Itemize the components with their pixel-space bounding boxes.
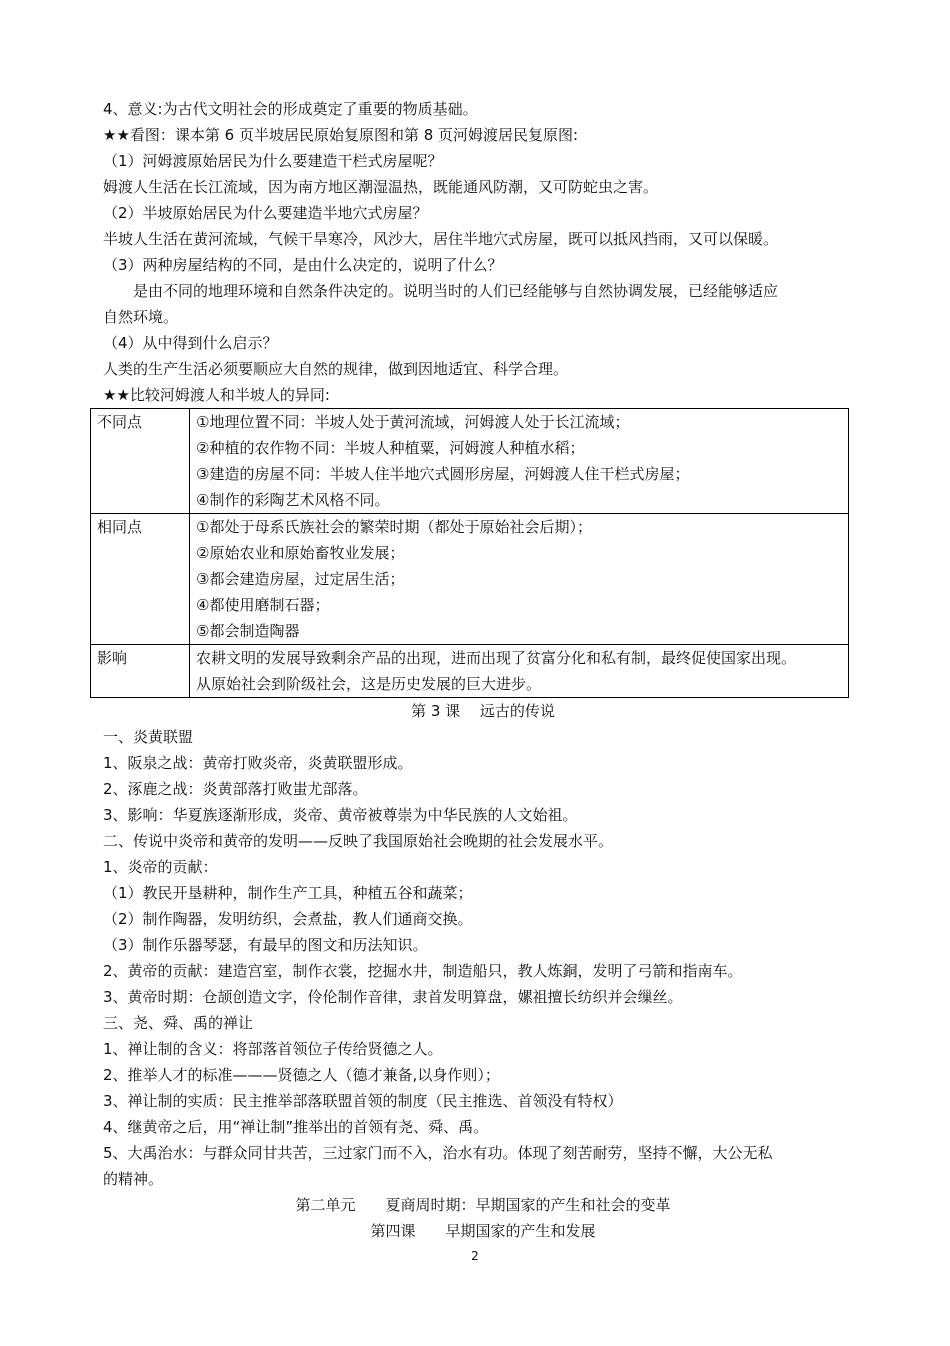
table-row: [91, 409, 849, 514]
text-line: 3、影响：华夏族逐渐形成，炎帝、黄帝被尊崇为中华民族的人文始祖。: [103, 806, 578, 824]
table-row: [91, 514, 849, 645]
text-line: （2）半坡原始居民为什么要建造半地穴式房屋？: [103, 204, 428, 222]
text-line: （1）教民开垦耕种，制作生产工具，种植五谷和蔬菜；: [103, 884, 473, 902]
text-line: 2、推举人才的标准———贤德之人（德才兼备,以身作则）；: [103, 1066, 500, 1084]
row-label: 不同点: [91, 409, 190, 514]
row-label: 相同点: [91, 514, 190, 645]
text-line: 一、炎黄联盟: [103, 728, 194, 746]
text-line: 2、涿鹿之战：炎黄部落打败蚩尤部落。: [103, 780, 368, 798]
list-item: ④制作的彩陶艺术风格不同。: [196, 491, 390, 509]
list-item: ②原始农业和原始畜牧业发展；: [196, 544, 405, 562]
compare-title: ★★比较河姆渡人和半坡人的异同:: [103, 386, 330, 404]
page-number: 2: [471, 1249, 479, 1263]
text-line: 4、意义:为古代文明社会的形成奠定了重要的物质基础。: [103, 100, 478, 118]
text-line: 2、黄帝的贡献：建造宫室，制作衣裳，挖掘水井，制造船只，教人炼銅，发明了弓箭和指南车。: [103, 962, 743, 980]
table-row: [91, 645, 849, 698]
answer-line: 是由不同的地理环境和自然条件决定的。说明当时的人们已经能够与自然协调发展，已经能够适应: [133, 282, 779, 300]
list-item: ②种植的农作物不同：半坡人种植粟，河姆渡人种植水稻；: [196, 439, 585, 457]
text-line: 二、传说中炎帝和黄帝的发明——反映了我国原始社会晚期的社会发展水平。: [103, 832, 614, 850]
list-item: ①都处于母系氏族社会的繁荣时期（都处于原始社会后期）；: [196, 518, 592, 536]
list-item: ③都会建造房屋，过定居生活；: [196, 570, 405, 588]
row-content: [190, 409, 849, 514]
text-line: （1）河姆渡原始居民为什么要建造干栏式房屋呢？: [103, 152, 443, 170]
text-line: 5、大禹治水：与群众同甘共苦，三过家门而不入，治水有功。体现了刻苦耐劳，坚持不懈，大公无私: [103, 1144, 773, 1162]
answer-line: 人类的生产生活必须要顺应大自然的规律，做到因地适宜、科学合理。: [103, 360, 569, 378]
row-content: [190, 514, 849, 645]
answer-line: 自然环境。: [103, 308, 179, 326]
text-line: 1、阪泉之战：黄帝打败炎帝，炎黄联盟形成。: [103, 754, 413, 772]
text-line: 3、禅让制的实质：民主推举部落联盟首领的制度（民主推选、首领没有特权）: [103, 1092, 623, 1110]
row-label: 影响: [91, 645, 190, 698]
list-item: 从原始社会到阶级社会，这是历史发展的巨大进步。: [196, 675, 542, 693]
text-line: 半坡人生活在黄河流域，气候干旱寒冷，风沙大，居住半地穴式房屋，既可以抵风挡雨，又可以保暖。: [103, 230, 779, 248]
text-line: 的精神。: [103, 1170, 164, 1188]
unit-title: 第二单元 夏商周时期：早期国家的产生和社会的变革: [295, 1196, 671, 1214]
row-content: [190, 645, 849, 698]
text-line: 1、炎帝的贡献：: [103, 858, 218, 876]
document-page: [97, 96, 863, 1244]
lesson-title: 第四课 早期国家的产生和发展: [370, 1222, 596, 1240]
list-item: ①地理位置不同：半坡人处于黄河流域，河姆渡人处于长江流域；: [196, 413, 630, 431]
lesson-title: 第 3 课 远古的传说: [411, 702, 555, 720]
text-line: （3）制作乐器琴瑟，有最早的图文和历法知识。: [103, 936, 428, 954]
list-item: ④都使用磨制石器；: [196, 596, 330, 614]
list-item: ⑤都会制造陶器: [196, 622, 300, 640]
text-line: 3、黄帝时期：仓颉创造文字，伶伦制作音律，隶首发明算盘，嫘祖擅长纺织并会缫丝。: [103, 988, 683, 1006]
comparison-table: [90, 408, 849, 698]
text-line: 1、禅让制的含义：将部落首领位子传给贤德之人。: [103, 1040, 443, 1058]
text-line: 4、继黄帝之后，用“禅让制”推举出的首领有尧、舜、禹。: [103, 1118, 489, 1136]
text-line: ★★看图：课本第 6 页半坡居民原始复原图和第 8 页河姆渡居民复原图:: [103, 126, 579, 144]
list-item: 农耕文明的发展导致剩余产品的出现，进而出现了贫富分化和私有制，最终促使国家出现。: [196, 649, 797, 667]
list-item: ③建造的房屋不同：半坡人住半地穴式圆形房屋，河姆渡人住干栏式房屋；: [196, 465, 690, 483]
question-line: （4）从中得到什么启示？: [103, 334, 278, 352]
text-line: 三、尧、舜、禹的禅让: [103, 1014, 254, 1032]
text-line: 姆渡人生活在长江流域，因为南方地区潮湿温热，既能通风防潮，又可防蛇虫之害。: [103, 178, 659, 196]
text-line: （3）两种房屋结构的不同，是由什么决定的，说明了什么？: [103, 256, 503, 274]
text-line: （2）制作陶器，发明纺织，会煮盐，教人们通商交换。: [103, 910, 473, 928]
